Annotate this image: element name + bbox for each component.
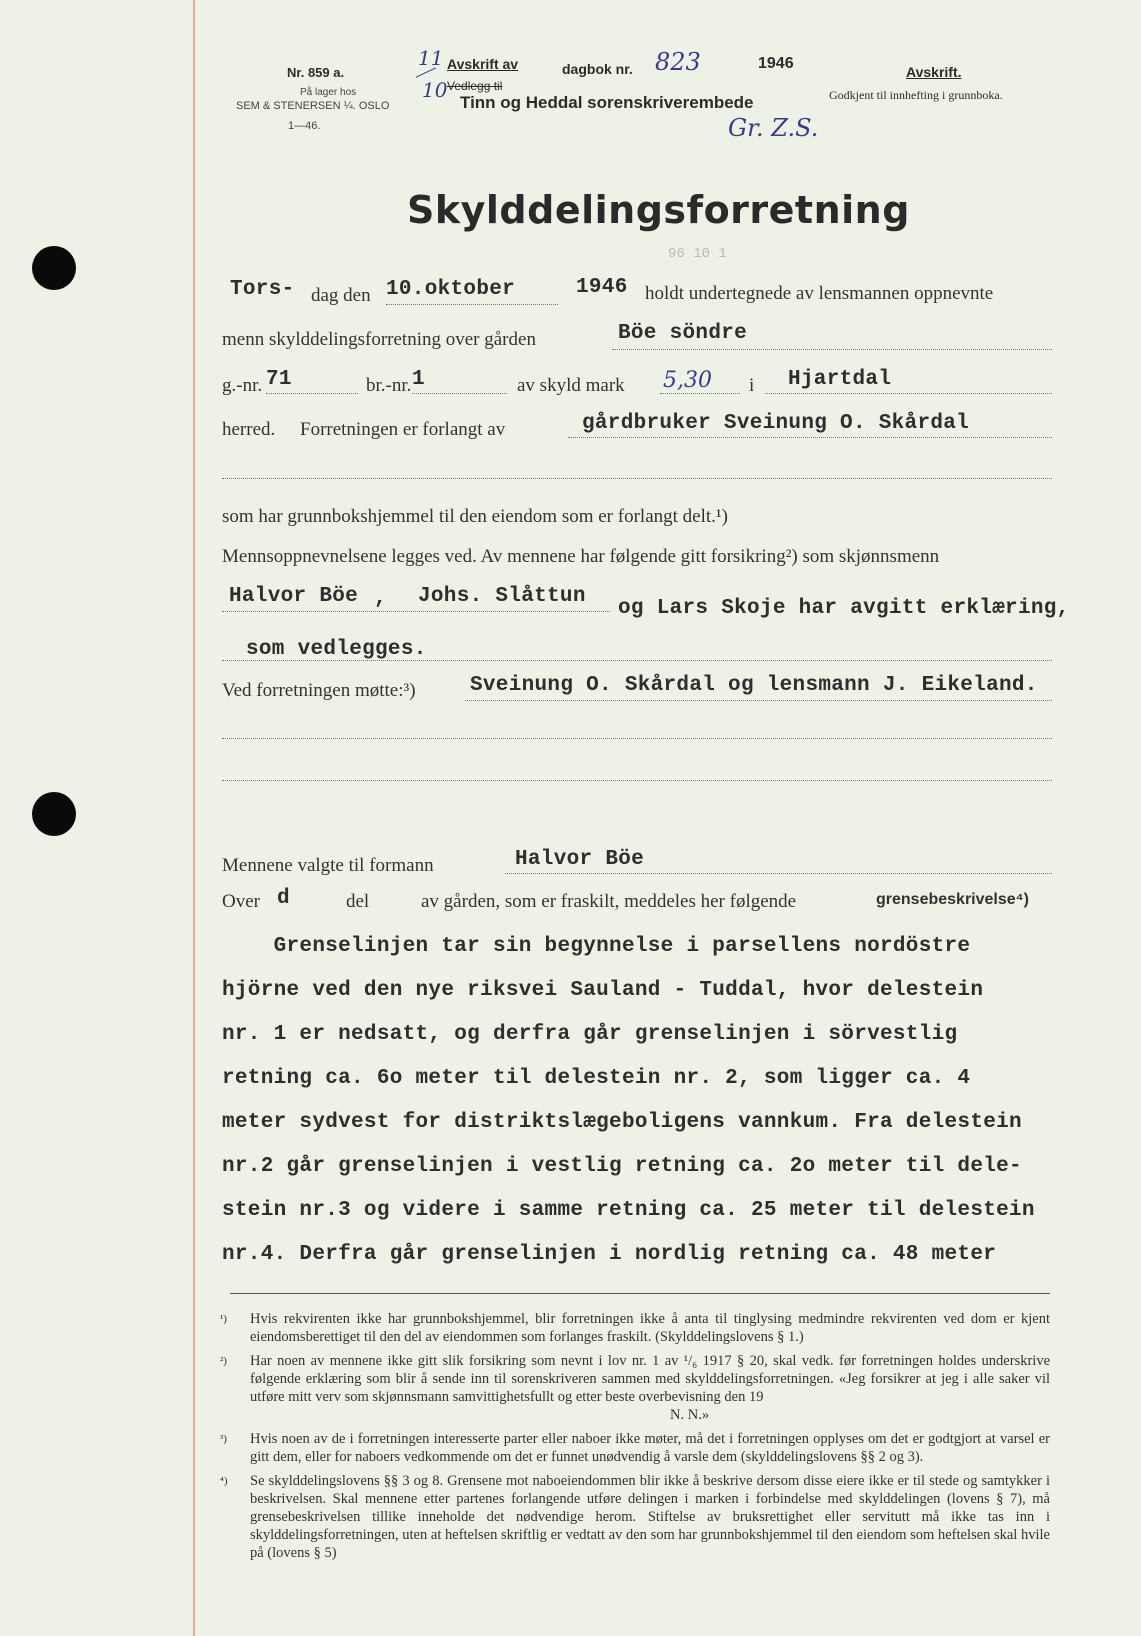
intro-text: holdt undertegnede av lensmannen oppnevnte [645, 283, 994, 304]
over-fill: d [277, 887, 290, 910]
blank-line-1 [222, 478, 1052, 479]
boundary-line: retning ca. 6o meter til delestein nr. 2, som ligger ca. 4 [222, 1067, 971, 1090]
assessor-underline [222, 611, 610, 612]
footnote-2 [220, 1352, 1050, 1406]
dag-den-label: dag den [311, 285, 371, 306]
dagbok-label: dagbok nr. [562, 61, 633, 77]
blank-line-3 [222, 780, 1052, 781]
gnr-underline [266, 393, 358, 394]
year-field: 1946 [576, 276, 628, 299]
attended-underline [465, 700, 1052, 701]
blank-line-2 [222, 738, 1052, 739]
assessor-1: Halvor Böe [229, 585, 359, 608]
brnr-value: 1 [412, 368, 425, 391]
requested-label: Forretningen er forlangt av [300, 419, 506, 440]
office-name: Tinn og Heddal sorenskriverembede [460, 93, 754, 112]
fraskilt-label: av gården, som er fraskilt, meddeles her følgende [421, 891, 797, 912]
attended-label: Ved forretningen møtte:³) [222, 680, 416, 701]
footnote-1 [220, 1310, 1050, 1346]
boundary-line: meter sydvest for distriktslægeboligens vannkum. Fra delestein [222, 1111, 1022, 1134]
menn-label: menn skylddelingsforretning over gården [222, 329, 536, 350]
punch-hole-bottom [32, 792, 76, 836]
attended: Sveinung O. Skårdal og lensmann J. Eikeland. [470, 674, 1038, 697]
footnote-4 [220, 1472, 1050, 1562]
publisher-line2: SEM & STENERSEN ¼. OSLO [236, 100, 390, 112]
vedlegg-label: Vedlegg til [447, 79, 503, 93]
date-underline [386, 304, 558, 305]
farm-name: Böe söndre [618, 322, 748, 345]
footnote-number: ¹) [220, 1313, 227, 1325]
punch-hole-top [32, 246, 76, 290]
municipality: Hjartdal [788, 368, 892, 391]
avskrift-title: Avskrift. [906, 64, 962, 80]
assessor-line-2-underline [222, 660, 1052, 661]
skyld-value: 5,30 [663, 368, 712, 393]
handwritten-initials: Gr. Z.S. [728, 114, 819, 142]
gnr-value: 71 [266, 368, 292, 391]
boundary-line: nr.2 går grenselinjen i vestlig retning ca. 2o meter til dele- [222, 1155, 1022, 1178]
grense-label: grensebeskrivelse⁴) [876, 891, 1029, 908]
footnote-text: Har noen av mennene ikke gitt slik forsikring som nevnt i lov nr. 1 av ¹/₆ 1917 § 20, skal vedk. før forretningen holdes underskrive følgende erklæring som blir å sende inn til sorenskriveren sammen med skylddelingsforretningen. «Jeg forsikrer at jeg i alle saker vil utføre mitt verv som skjønnsmann samvittighetsfullt og etter beste overbevisning den 19 [250, 1353, 1050, 1405]
boundary-line: nr. 1 er nedsatt, og derfra går grenselinjen i sörvestlig [222, 1023, 958, 1046]
chair: Halvor Böe [515, 848, 645, 871]
assessor-3: og Lars Skoje har avgitt erklæring, [618, 597, 1070, 620]
footnote-text: Se skylddelingslovens §§ 3 og 8. Grensene mot naboeiendommen blir ikke å beskrive dersom disse eiere ikke er til stede og samtykker i beskrivelsen. Skal mennene etter partenes forlangende utføre delingen i marken i forbindelse med skylddelingen (lovens § 7), må grensebeskrivelsen tillike inneholde det nødvendige herom. Stiftelse av bruksrettighet eller servitutt må ikke tas inn i skylddelingsforretningen, uten at heftelsen skriftlig er vedtatt av den som har grunnbokshjemmel til den eiendom som heftelsen skal hvile på (lovens § 5) [250, 1473, 1050, 1561]
gnr-label: g.-nr. [222, 375, 263, 396]
brnr-underline [412, 393, 507, 394]
boundary-line: stein nr.3 og videre i samme retning ca. 25 meter til delestein [222, 1199, 1035, 1222]
day-field: Tors- [230, 278, 295, 301]
municipality-underline [765, 393, 1052, 394]
skyld-label: av skyld mark [517, 375, 625, 396]
faint-stamp: 96 10 1 [668, 246, 727, 262]
brnr-label: br.-nr. [366, 375, 412, 396]
herred-label: herred. [222, 419, 276, 440]
footnote-text: N. N.» [670, 1407, 710, 1423]
chair-label: Mennene valgte til formann [222, 855, 434, 876]
dagbok-number: 823 [655, 48, 701, 76]
requester-underline [568, 437, 1052, 438]
boundary-line: Grenselinjen tar sin begynnelse i parsellens nordöstre [222, 935, 971, 958]
footnote-3 [220, 1430, 1050, 1466]
menn-text: Mennsoppnevnelsene legges ved. Av mennene har følgende gitt forsikring²) som skjønnsmenn [222, 546, 940, 567]
approval-note: Godkjent til innhefting i grunnboka. [829, 88, 1003, 102]
farm-underline [612, 349, 1052, 350]
footnote-text: Hvis noen av de i forretningen interesserte parter eller naboer ikke møter, må det i forretningen opplyses om det er godtgjort at varsel er gitt dem, eller for naboers vedkommende om det er funnet unødvendig å varsle dem (skylddelingslovens §§ 2 og 3). [250, 1431, 1050, 1465]
footnote-number: ²) [220, 1355, 227, 1367]
boundary-description [222, 935, 1062, 1287]
footnote-rule [230, 1293, 1050, 1294]
skyld-underline [660, 393, 740, 394]
form-number: Nr. 859 a. [287, 65, 345, 80]
handwritten-fraction-bottom: 10 [422, 78, 448, 102]
footnote-number: ⁴) [220, 1475, 228, 1487]
over-label: Over [222, 891, 260, 912]
footnotes [220, 1310, 1050, 1568]
avskrift-label: Avskrift av [447, 56, 519, 72]
footnote-text: Hvis rekvirenten ikke har grunnbokshjemmel, blir forretningen ikke å anta til tinglysing medmindre rekvirenten ved dom er kjent eiendomsberettiget til den del av eiendommen som forlanges fraskilt. (Skylddelingslovens § 1.) [250, 1311, 1050, 1345]
date-field: 10.oktober [386, 278, 516, 301]
boundary-line: hjörne ved den nye riksvei Sauland - Tuddal, hvor delestein [222, 979, 984, 1002]
assessor-2: Johs. Slåttun [418, 585, 586, 608]
handwritten-fraction-top: 11 [418, 46, 444, 70]
publisher-line3: 1—46. [288, 120, 321, 132]
dagbok-year: 1946 [758, 55, 794, 72]
assessor-line-2: som vedlegges. [246, 638, 427, 661]
hjemmel-text: som har grunnbokshjemmel til den eiendom som er forlangt delt.¹) [222, 506, 728, 527]
publisher-line1: På lager hos [300, 87, 357, 98]
boundary-line: nr.4. Derfra går grenselinjen i nordlig retning ca. 48 meter [222, 1243, 997, 1266]
i-label: i [749, 375, 755, 396]
footnote-2-signature [220, 1406, 1050, 1424]
del-label: del [346, 891, 370, 912]
requester: gårdbruker Sveinung O. Skårdal [582, 412, 970, 435]
assessor-comma: , [374, 587, 387, 610]
chair-underline [505, 873, 1052, 874]
footnote-number: ³) [220, 1433, 227, 1445]
margin-rule [193, 0, 195, 1636]
page-title: Skylddelingsforretning [407, 188, 910, 232]
